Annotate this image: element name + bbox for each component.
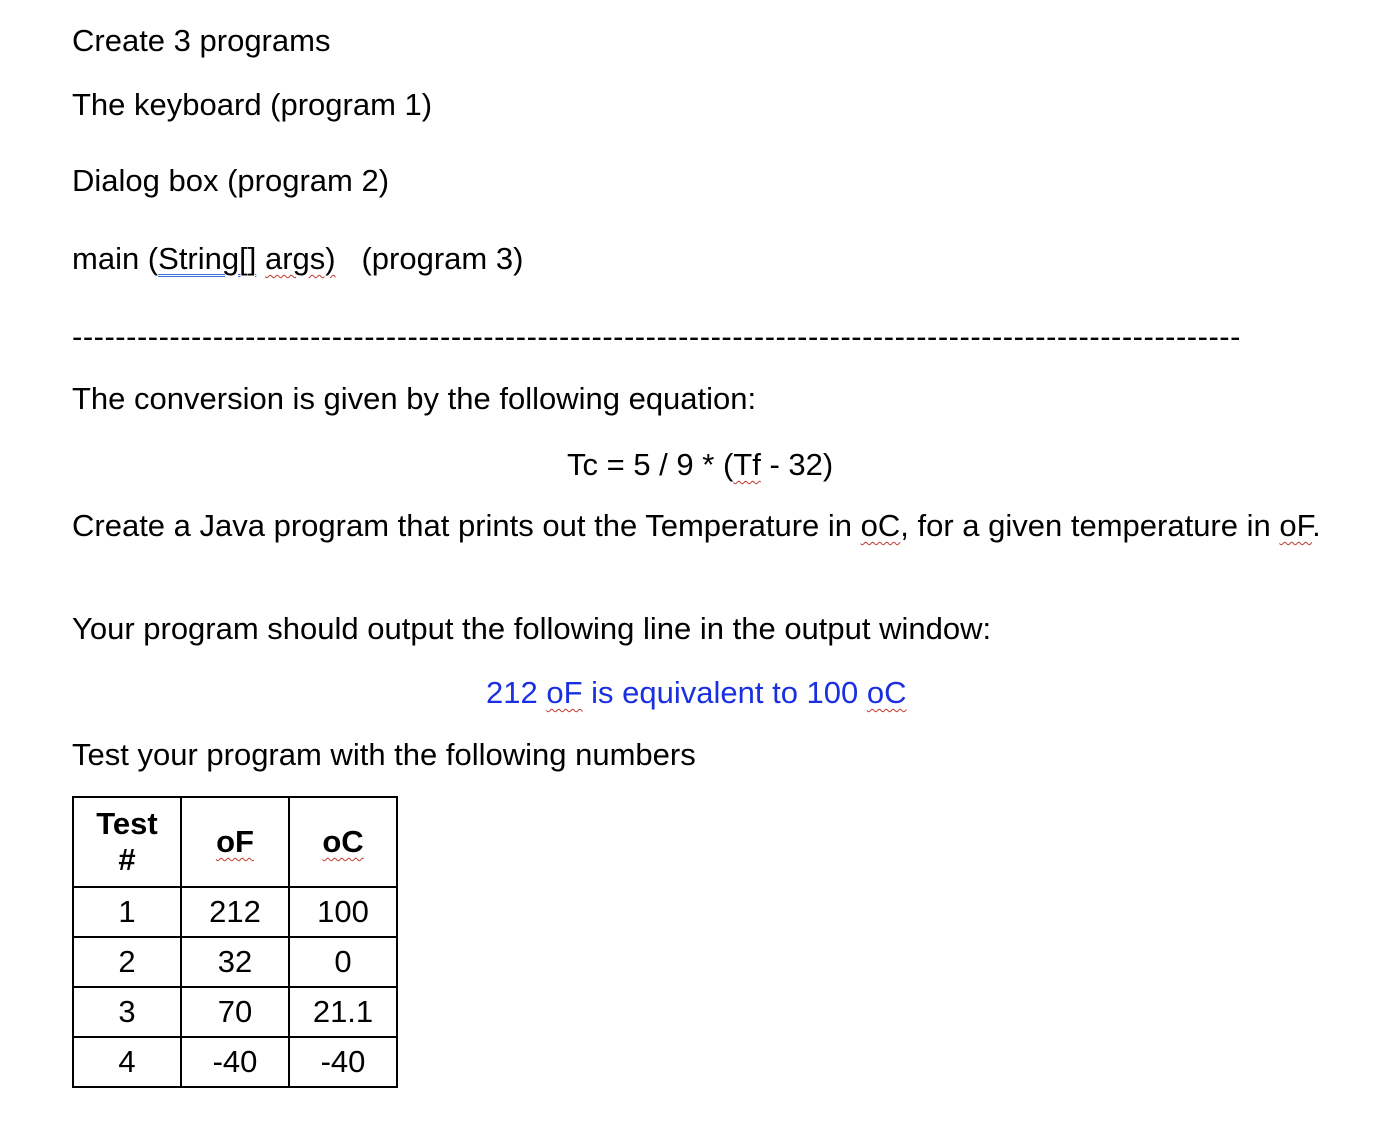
cell-f: -40 (181, 1037, 289, 1087)
expected-output-line (486, 674, 907, 712)
program-3-space (256, 241, 265, 276)
cell-c: 100 (289, 887, 397, 937)
output-unit-c: oC (866, 675, 907, 710)
conversion-equation (567, 446, 833, 484)
program-3-line (72, 240, 523, 278)
separator-line: ------------------------------------------------------------------------------------------------------------ (72, 319, 1241, 354)
program-3-prefix: main ( (72, 241, 159, 276)
header-test-number (73, 797, 181, 887)
equation-suffix: - 32) (760, 447, 834, 482)
table-row (73, 937, 397, 987)
task-part-1: Create a Java program that prints out the Temperature in (72, 508, 861, 543)
cell-test: 1 (73, 887, 181, 937)
task-unit-c: oC (860, 508, 901, 543)
task-paragraph (72, 506, 1332, 546)
table-row (73, 987, 397, 1037)
cell-test: 2 (73, 937, 181, 987)
header-of-label: oF (216, 824, 254, 859)
cell-c: 0 (289, 937, 397, 987)
program-1-line: The keyboard (program 1) (72, 87, 433, 122)
cell-test: 3 (73, 987, 181, 1037)
cell-f: 212 (181, 887, 289, 937)
header-oc-label: oC (322, 824, 364, 859)
task-part-2: , for a given temperature in (900, 508, 1280, 543)
header-hash-label: # (118, 842, 136, 877)
table-row (73, 1037, 397, 1087)
output-unit-f: oF (546, 675, 583, 710)
cell-test: 4 (73, 1037, 181, 1087)
equation-prefix: Tc = 5 / 9 * ( (567, 447, 734, 482)
conversion-intro: The conversion is given by the following equation: (72, 381, 757, 416)
cell-c: -40 (289, 1037, 397, 1087)
equation-variable: Tf (733, 447, 761, 482)
test-table (72, 796, 398, 1088)
cell-c: 21.1 (289, 987, 397, 1037)
output-intro: Your program should output the following line in the output window: (72, 611, 992, 646)
task-part-3: . (1312, 508, 1321, 543)
table-header-row (73, 797, 397, 887)
test-intro: Test your program with the following numbers (72, 737, 696, 772)
cell-f: 32 (181, 937, 289, 987)
program-3-suffix: (program 3) (335, 241, 524, 276)
header-test-label: Test (96, 806, 158, 841)
header-oc (289, 797, 397, 887)
header-of (181, 797, 289, 887)
task-unit-f: oF (1279, 508, 1313, 543)
table-row (73, 887, 397, 937)
cell-f: 70 (181, 987, 289, 1037)
output-value-f: 212 (486, 675, 547, 710)
heading-create-programs: Create 3 programs (72, 23, 331, 58)
output-middle: is equivalent to 100 (582, 675, 867, 710)
program-3-args: args) (264, 241, 336, 276)
program-2-line: Dialog box (program 2) (72, 163, 390, 198)
program-3-string-type: String[] (158, 241, 257, 276)
